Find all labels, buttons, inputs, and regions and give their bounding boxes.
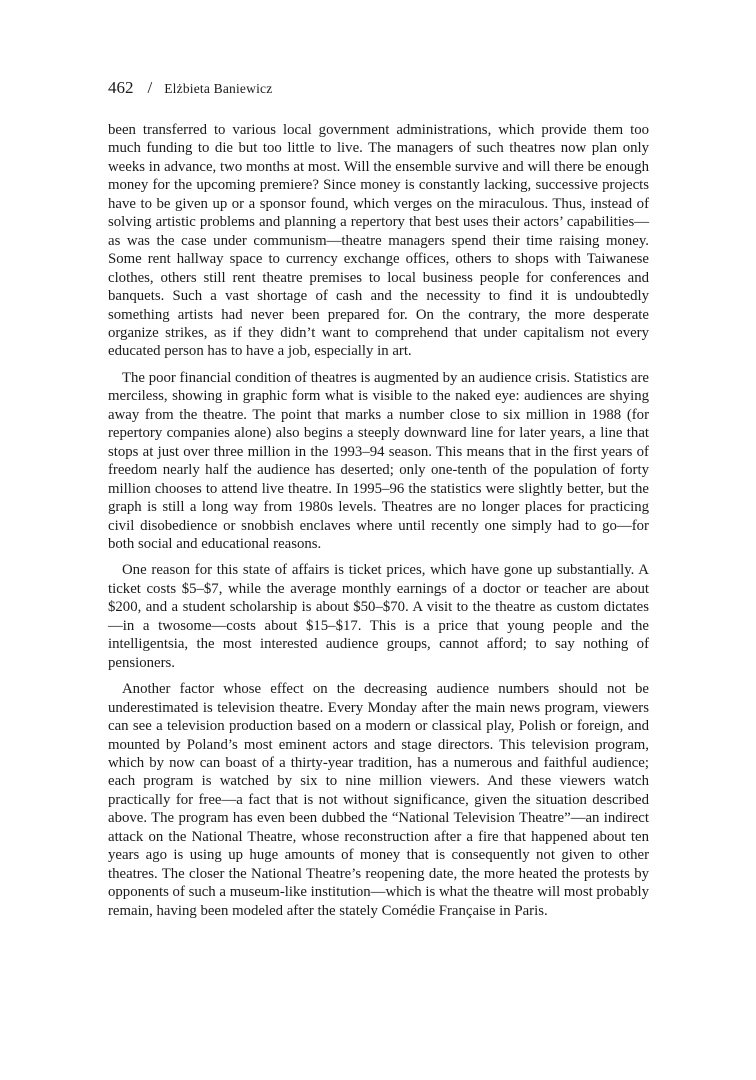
body-text bbox=[108, 121, 649, 920]
page-number: 462 bbox=[108, 78, 134, 97]
header-separator: / bbox=[147, 78, 153, 97]
paragraph-audience-crisis: The poor financial condition of theatres is augmented by an audience crisis. Statistics are merciless, showing in graphic form what is visible to the naked eye: audiences are shying away from the theatre. The point that marks a number close to six million in 1988 (for repertory companies alone) also begins a steeply downward line for later years, a line that stops at just over three million in the 1993–94 season. This means that in the first years of freedom nearly half the audience has deserted; only one-tenth of the population of forty million chooses to attend live theatre. In 1995–96 the statistics were slightly better, but the graph is still a long way from 1980s levels. Theatres are no longer places for practicing civil disobedience or snobbish enclaves where until recently one simply had to go—for both social and educational reasons. bbox=[108, 369, 649, 552]
running-header bbox=[108, 78, 272, 99]
paragraph-ticket-prices: One reason for this state of affairs is ticket prices, which have gone up substantially. A ticket costs $5–$7, while the average monthly earnings of a doctor or teacher are about $200, and a student scholarship is about $50–$70. A visit to the theatre as custom dictates—in a twosome—costs about $15–$17. This is a price that young people and the intelligentsia, the most interested audience groups, cannot afford; to say nothing of pensioners. bbox=[108, 562, 649, 671]
author-name: Elżbieta Baniewicz bbox=[164, 81, 273, 96]
paragraph-continuation: been transferred to various local government administrations, which provide them too much funding to die but too little to live. The managers of such theatres now plan only weeks in advance, two months at most. Will the ensemble survive and will there be enough money for the upcoming premiere? Since money is constantly lacking, successive projects have to be given up or a sponsor found, which verges on the miraculous. Thus, instead of solving artistic problems and planning a repertory that best uses their actors’ capabilities—as was the case under communism—theatre managers spend their time raising money. Some rent hallway space to currency exchange offices, others to shops with Taiwanese clothes, others still rent theatre premises to local business people for conferences and banquets. Such a vast shortage of cash and the necessity to find it is undoubtedly something artists had never been prepared for. On the contrary, the more desperate organize strikes, as if they didn’t want to comprehend that under capitalism not every educated person has to have a job, especially in art. bbox=[108, 122, 649, 360]
paragraph-television-theatre: Another factor whose effect on the decreasing audience numbers should not be underestimated is television theatre. Every Monday after the main news program, viewers can see a television production based on a modern or classical play, Polish or foreign, and mounted by Poland’s most eminent actors and stage directors. This television program, which by now can boast of a thirty-year tradition, has a numerous and faithful audience; each program is watched by six to nine million viewers. And these viewers watch practically for free—a fact that is not without significance, given the situation described above. The program has even been dubbed the “National Television Theatre”—an indirect attack on the National Theatre, whose reconstruction after a fire that happened about ten years ago is using up huge amounts of money that is consequently not given to other theatres. The closer the National Theatre’s reopening date, the more heated the protests by opponents of such a museum-like institution—which is what the theatre will most probably remain, having been modeled after the stately Comédie Française in Paris. bbox=[108, 681, 649, 919]
